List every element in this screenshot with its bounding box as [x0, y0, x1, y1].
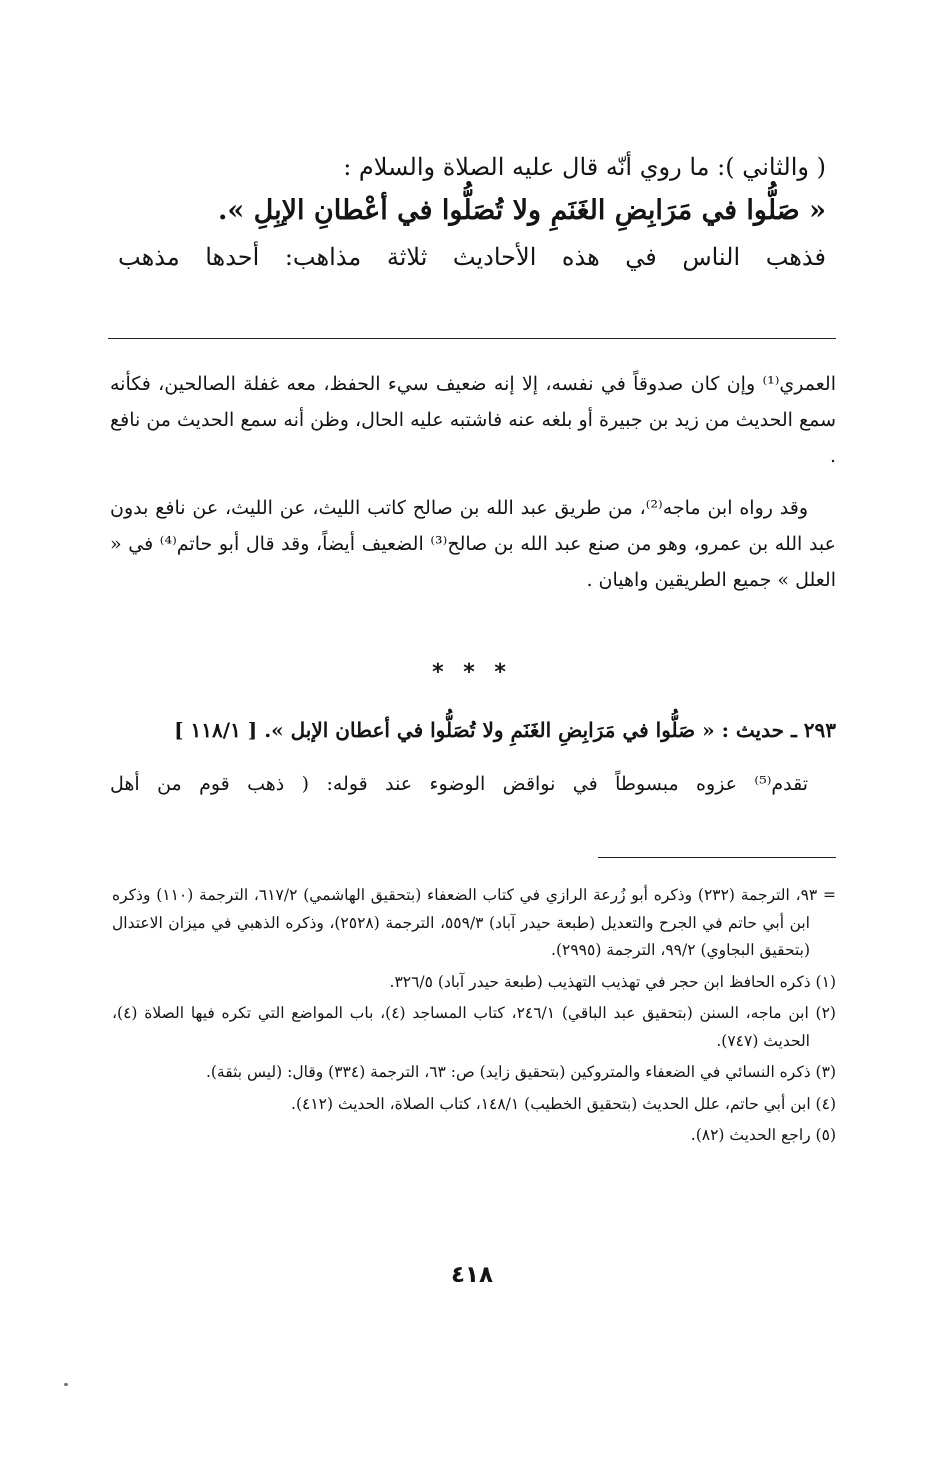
footnote-divider: [598, 857, 836, 858]
footnote: (٥) راجع الحديث (٨٢).: [690, 1126, 836, 1144]
asterism-separator: * * *: [432, 660, 512, 685]
scan-speck: [64, 1383, 68, 1386]
text-line: فذهب الناس في هذه الأحاديث ثلاثة مذاهب: أحدها مذهب: [118, 243, 826, 271]
hadith-entry: [110, 712, 836, 802]
footnote: (٢) ابن ماجه، السنن (بتحقيق عبد الباقي) ٢٤٦/١، كتاب المساجد (٤)، باب المواضع التي تكره فيها الصلاة (٤)، الحديث (٧٤٧).: [112, 1004, 836, 1050]
text-line: ( والثاني ): ما روي أنّه قال عليه الصلاة والسلام :: [343, 153, 826, 181]
main-text-block: [118, 150, 826, 274]
commentary-paragraph: العمري⁽¹⁾ وإن كان صدوقاً في نفسه، إلا إنه ضعيف سيء الحفظ، معه غفلة الصالحين، فكأنه سمع الحديث من زيد بن جبيرة أو بلغه عنه فاشتبه عليه الحال، وظن أنه سمع الحديث من نافع .: [110, 373, 836, 467]
hadith-entry-heading: ٢٩٣ ـ حديث : « صَلُّوا في مَرَابِضِ الغَنَمِ ولا تُصَلُّوا في أعطان الإبل ». [ ١١٨/١ ]: [174, 718, 836, 742]
footnote: = ٩٣، الترجمة (٢٣٢) وذكره أبو زُرعة الرازي في كتاب الضعفاء (بتحقيق الهاشمي) ٦١٧/٢، الترجمة (١١٠) وذكره ابن أبي حاتم في الجرح والتعديل (طبعة حيدر آباد) ٥٥٩/٣، الترجمة (٢٥٢٨)، وذكره الذهبي في ميزان الاعتدال (بتحقيق البجاوي) ٩٩/٢، الترجمة (٢٩٩٥).: [112, 886, 836, 959]
section-divider: [108, 338, 836, 339]
footnote: (٣) ذكره النسائي في الضعفاء والمتروكين (بتحقيق زايد) ص: ٦٣، الترجمة (٣٣٤) وقال: (ليس بثقة).: [205, 1063, 836, 1081]
hadith-entry-text: تقدم⁽⁵⁾ عزوه مبسوطاً في نواقض الوضوء عند قوله: ( ذهب قوم من أهل: [110, 773, 808, 795]
commentary-paragraph: وقد رواه ابن ماجه⁽²⁾، من طريق عبد الله بن صالح كاتب الليث، عن الليث، عن نافع بدون عبد الله بن عمرو، وهو من صنع عبد الله بن صالح⁽³⁾ الضعيف أيضاً، وقد قال أبو حاتم⁽⁴⁾ في « العلل » جميع الطريقين واهيان .: [110, 497, 836, 591]
footnote: (١) ذكره الحافظ ابن حجر في تهذيب التهذيب (طبعة حيدر آباد) ٣٢٦/٥.: [389, 972, 836, 991]
hadith-quote: « صَلُّوا في مَرَابِضِ الغَنَمِ ولا تُصَلُّوا في أعْطانِ الإبِلِ ».: [217, 195, 826, 226]
footnotes-block: [112, 882, 836, 1154]
footnote: (٤) ابن أبي حاتم، علل الحديث (بتحقيق الخطيب) ١٤٨/١، كتاب الصلاة، الحديث (٤١٢).: [291, 1094, 836, 1113]
page-number: ٤١٨: [450, 1262, 494, 1288]
commentary-block: [110, 366, 836, 598]
